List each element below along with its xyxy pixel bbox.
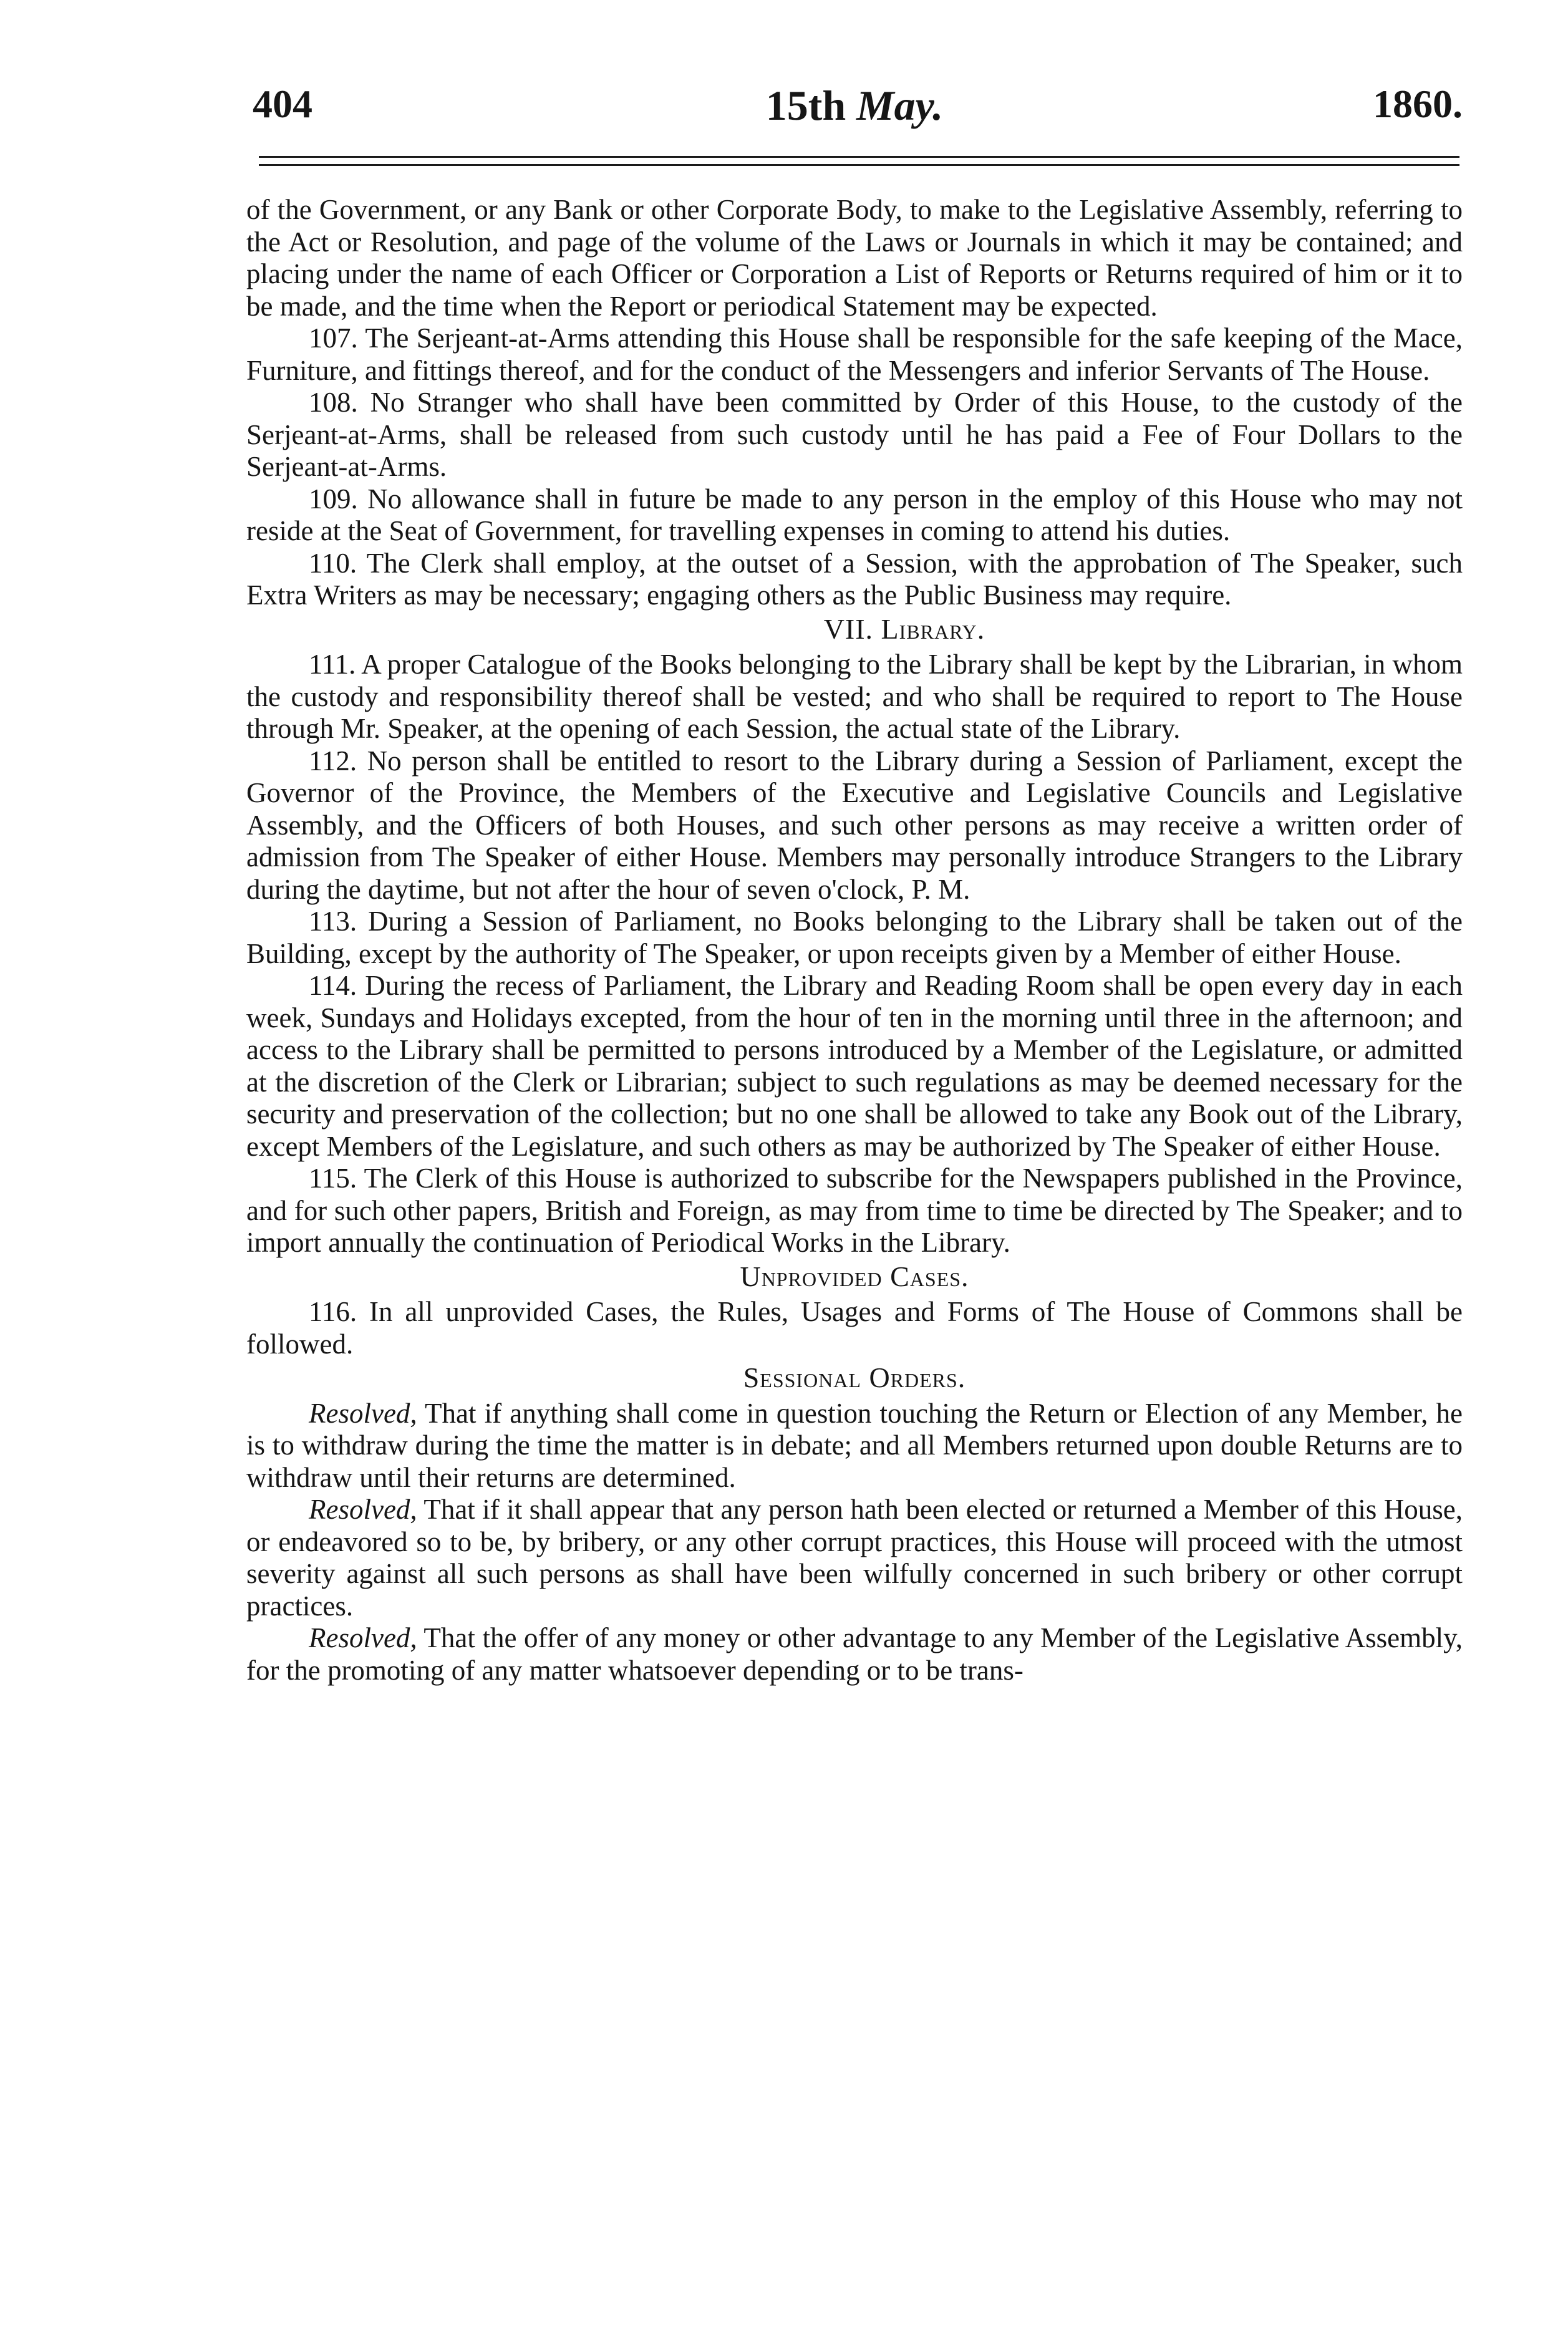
body-text [246, 194, 1463, 1686]
running-head [246, 81, 1463, 156]
resolved-label: Resolved, [309, 1622, 417, 1653]
paragraph-111: 111. A proper Catalogue of the Books belonging to the Library shall be kept by the Librarian, in whom the custody and responsibility thereof shall be vested; and who shall be required to report to The House through Mr. Speaker, at the opening of each Session, the actual state of the Library. [246, 649, 1463, 744]
paragraph-113: 113. During a Session of Parliament, no Books belonging to the Library shall be taken out of the Building, except by the authority of The Speaker, or upon receipts given by a Member of either House. [246, 906, 1463, 969]
running-title-date [246, 81, 1463, 130]
paragraph-110: 110. The Clerk shall employ, at the outset of a Session, with the approbation of The Speaker, such Extra Writers as may be necessary; engaging others as the Public Business may require. [246, 547, 1463, 611]
resolution-bribery-text: That if it shall appear that any person hath been elected or returned a Member of this House, or endeavored so to be, by bribery, or any other corrupt practices, this House will proceed with the utmost severity against all such persons as shall have been wilfully concerned in such bribery or other corrupt practices. [246, 1494, 1463, 1622]
header-rule-bottom [259, 164, 1459, 166]
header-rule-top [259, 156, 1459, 158]
resolution-money-offer-text: That the offer of any money or other advantage to any Member of the Legislative Assembly, for the promoting of any matter whatsoever depending or to be trans- [246, 1622, 1463, 1686]
page-number: 404 [253, 82, 312, 126]
paragraph-continued: of the Government, or any Bank or other Corporate Body, to make to the Legislative Assembly, referring to the Act or Resolution, and page of the volume of the Laws or Journals in which it may be contained; and placing under the name of each Officer or Corporation a List of Reports or Returns required of him or it to be made, and the time when the Report or periodical Statement may be expected. [246, 194, 1463, 322]
resolved-label: Resolved, [309, 1397, 417, 1429]
resolution-election [246, 1398, 1463, 1494]
paragraph-108: 108. No Stranger who shall have been committed by Order of this House, to the custody of the Serjeant-at-Arms, shall be released from such custody until he has paid a Fee of Four Dollars to the Serjeant-at-Arms. [246, 387, 1463, 482]
date-day: 15th [765, 82, 846, 129]
running-year: 1860. [1373, 82, 1463, 126]
date-month: May. [856, 82, 944, 129]
section-heading-sessional-orders: Sessional Orders. [743, 1362, 966, 1393]
resolution-bribery [246, 1494, 1463, 1622]
resolution-election-text: That if anything shall come in question touching the Return or Election of any Member, he is to withdraw during the time the matter is in debate; and all Members returned upon double Returns are to withdraw until their returns are determined. [246, 1397, 1463, 1493]
paragraph-112: 112. No person shall be entitled to resort to the Library during a Session of Parliament, except the Governor of the Province, the Members of the Executive and Legislative Councils and Legislative Assembly, and the Officers of both Houses, and such other persons as may receive a written order of admission from The Speaker of either House. Members may personally introduce Strangers to the Library during the daytime, but not after the hour of seven o'clock, P. M. [246, 745, 1463, 905]
paragraph-115: 115. The Clerk of this House is authorized to subscribe for the Newspapers published in the Province, and for such other papers, British and Foreign, as may from time to time be directed by The Speaker; and to import annually the continuation of Periodical Works in the Library. [246, 1163, 1463, 1258]
paragraph-116: 116. In all unprovided Cases, the Rules, Usages and Forms of The House of Commons shall be followed. [246, 1296, 1463, 1360]
paragraph-114: 114. During the recess of Parliament, the Library and Reading Room shall be open every day in each week, Sundays and Holidays excepted, from the hour of ten in the morning until three in the afternoon; and access to the Library shall be permitted to persons introduced by a Member of the Legislature, or admitted at the discretion of the Clerk or Librarian; subject to such regulations as may be deemed necessary for the security and preservation of the collection; but no one shall be allowed to take any Book out of the Library, except Members of the Legislature, and such others as may be authorized by The Speaker of either House. [246, 970, 1463, 1162]
section-heading-unprovided-cases: Unprovided Cases. [740, 1260, 969, 1292]
paragraph-109: 109. No allowance shall in future be made to any person in the employ of this House who may not reside at the Seat of Government, for travelling expenses in coming to attend his duties. [246, 483, 1463, 546]
document-page [246, 81, 1463, 2301]
section-heading-library: VII. Library. [823, 612, 985, 645]
resolution-money-offer [246, 1622, 1463, 1686]
resolved-label: Resolved, [309, 1494, 417, 1525]
paragraph-107: 107. The Serjeant-at-Arms attending this House shall be responsible for the safe keeping of the Mace, Furniture, and fittings thereof, and for the conduct of the Messengers and inferior Servants of The House. [246, 322, 1463, 386]
